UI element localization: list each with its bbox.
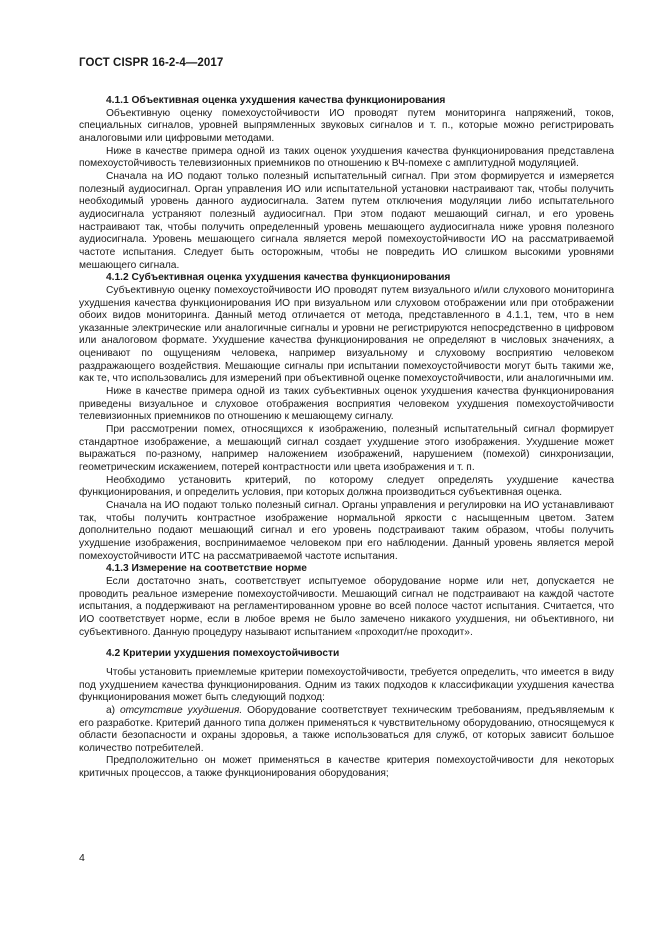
- body-paragraph: Сначала на ИО подают только полезный испытательный сигнал. При этом формируется и измеряется полезный аудиосигнал. Орган управления ИО или испытательной установки настраивают так, чтобы получить необходимый уровень данного аудиосигнала. Затем путем отключения модуляции либо испытательного аудиосигнала устраняют полезный аудиосигнал. При этом подают мешающий сигнал, и его уровень настраивают так, чтобы получить определенный уровень мешающего аудиосигнала ниже уровня полезного аудиосигнала. Уровень мешающего сигнала является мерой помехоустойчивости ИО на рассматриваемой частоте испытания. Следует быть осторожным, чтобы не повредить ИО слишком высокими уровнями мешающего сигнала.: [79, 170, 614, 271]
- list-item-text: Оборудование соответствует техническим требованиям, предъявляемым к его разработке. Критерий данного типа должен применяться к чувствительному оборудованию, относящемуся к области безопасности и охраны здоровья, а также использоваться для служб, от которых зависит большое количество потребителей.: [79, 704, 615, 754]
- body-paragraph: Необходимо установить критерий, по которому следует определять ухудшение качества функционирования, и определить условия, при которых должна производиться субъективная оценка.: [79, 474, 614, 499]
- page-number: 4: [79, 852, 85, 864]
- body-paragraph: Предположительно он может применяться в качестве критерия помехоустойчивости для некоторых критичных процессов, а также функционирования оборудования;: [79, 755, 614, 780]
- body-paragraph: Сначала на ИО подают только полезный сигнал. Органы управления и регулировки на ИО устанавливают так, чтобы получить контрастное изображение нормальной яркости с насыщенным цветом. Затем дополнительно подают мешающий сигнал и его уровень подстраивают таким образом, чтобы получить ухудшение изображения, воспринимаемое человеком при его наблюдении. Данный уровень является мерой помехоустойчивости ИТС на рассматриваемой частоте испытания.: [79, 500, 614, 562]
- list-item-paragraph: [79, 705, 614, 756]
- body-paragraph: При рассмотрении помех, относящихся к изображению, полезный испытательный сигнал формирует стандартное изображение, а мешающий сигнал создает ухудшение этого изображения. Ухудшение может выражаться по-разному, например наложением изображений, нарушением (помехой) синхронизации, геометрическим искажением, потерей контрастности или цвета изображения и т. п.: [79, 424, 614, 474]
- body-paragraph: Ниже в качестве примера одной из таких субъективных оценок ухудшения качества функционирования приведены визуальное и слуховое отображения восприятия человеком ухудшения помехоустойчивости телевизионных приемников по отношению к мешающему сигналу.: [79, 386, 614, 423]
- section-heading: 4.1.1 Объективная оценка ухудшения качества функционирования: [106, 95, 446, 106]
- section-heading: 4.1.2 Субъективная оценка ухудшения качества функционирования: [106, 272, 451, 284]
- section-heading: 4.2 Критерии ухудшения помехоустойчивости: [106, 648, 340, 660]
- document-header: ГОСТ CISPR 16-2-4—2017: [79, 57, 224, 69]
- section-heading: 4.1.3 Измерение на соответствие норме: [106, 563, 307, 575]
- body-paragraph: Объективную оценку помехоустойчивости ИО проводят путем мониторинга напряжений, токов, специальных сигналов, уровней выпрямленных звуковых сигналов и т. п., которые можно регистрировать аналоговыми или цифровыми методами.: [79, 107, 614, 144]
- body-paragraph: Субъективную оценку помехоустойчивости ИО проводят путем визуального и/или слухового мониторинга ухудшения качества функционирования ИО при визуальном или слуховом отображении или при отображении обоих видов мониторинга. Данный метод отличается от метода, представленного в 4.1.1, тем, что в нем указанные электрические или аналогичные сигналы и уровни не регистрируются непосредственно в цифровом или аналоговом формате. Ухудшение качества функционирования не определяют в числовых значениях, а оценивают по ощущениям человека, например визуальному и слуховому восприятию человеком раздражающего воздействия. Мешающие сигналы при испытании помехоустойчивости могут быть такими же, как те, что использовались для измерений при объективной оценке помехоустойчивости, или аналогичными им.: [79, 284, 614, 385]
- body-paragraph: Если достаточно знать, соответствует испытуемое оборудование норме или нет, допускается не проводить реальное измерение помехоустойчивости. Мешающий сигнал не подстраивают на каждой частоте испытания, а поддерживают на регламентированном уровне во всей полосе частот испытания. Считается, что ИО соответствует норме, если в любое время не было замечено никакого ухудшения, ни объективного, ни субъективного. Данную процедуру называют испытанием «проходит/не проходит».: [79, 575, 614, 638]
- body-paragraph: Чтобы установить приемлемые критерии помехоустойчивости, требуется определить, что имеется в виду под ухудшением качества функционирования. Одним из таких подходов к классификации ухудшения качества функционирования может быть следующий подход:: [79, 666, 614, 704]
- list-item-term: отсутствие ухудшения.: [119, 704, 243, 716]
- document-body: [79, 95, 614, 781]
- list-item-marker: а): [106, 704, 120, 716]
- body-paragraph: Ниже в качестве примера одной из таких оценок ухудшения качества функционирования представлена помехоустойчивость телевизионных приемников по отношению к ВЧ-помехе с амплитудной модуляцией.: [79, 145, 614, 170]
